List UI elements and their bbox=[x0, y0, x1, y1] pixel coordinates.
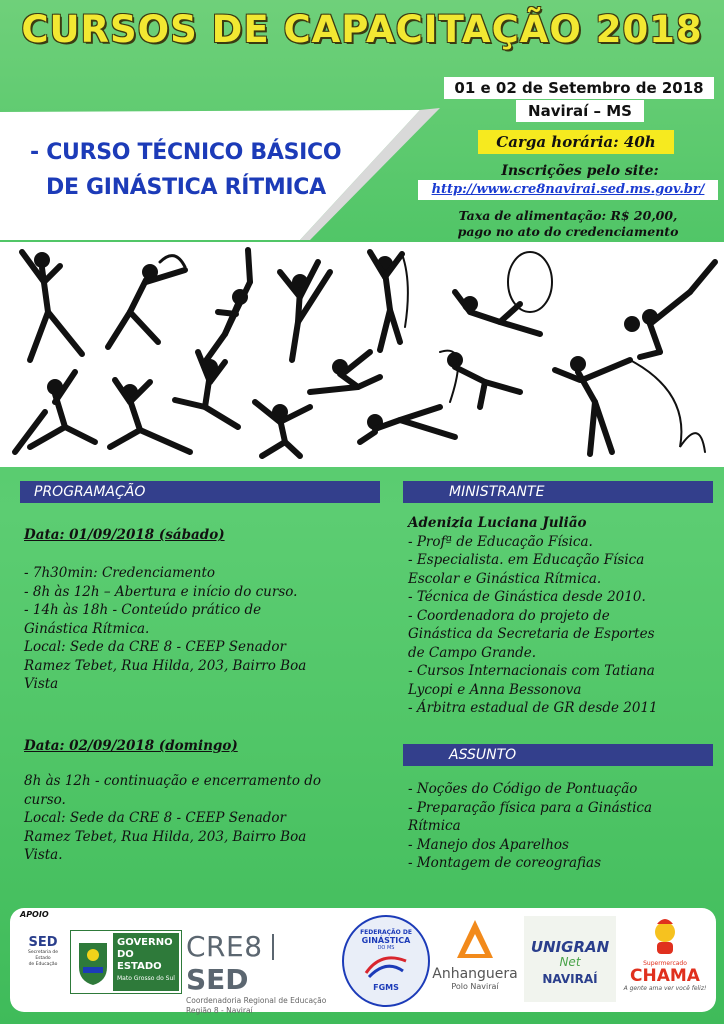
ministrante-line: - Árbitra estadual de GR desde 2011 bbox=[408, 700, 658, 716]
fgms-mid: GINÁSTICA bbox=[361, 936, 411, 945]
gymnast-figure bbox=[108, 256, 185, 347]
fee-line1: Taxa de alimentação: R$ 20,00, bbox=[458, 208, 678, 223]
day1-line: - 7h30min: Credenciamento bbox=[24, 565, 216, 581]
day2-line: 8h às 12h - continuação e encerramento do bbox=[24, 773, 322, 789]
ministrante-line: de Campo Grande. bbox=[408, 644, 537, 661]
section-assunto-header: ASSUNTO bbox=[403, 744, 713, 766]
day2-line: Local: Sede da CRE 8 - CEEP Senador bbox=[24, 810, 286, 826]
assunto-line: - Montagem de coreografias bbox=[408, 855, 602, 871]
ministrante-name: Adenizia Luciana Julião bbox=[408, 515, 587, 531]
section-programacao-header: PROGRAMAÇÃO bbox=[20, 481, 380, 503]
gov-line2: DO ESTADO bbox=[117, 949, 162, 972]
fgms-small: DO MS bbox=[377, 945, 395, 951]
ministrante-info bbox=[408, 514, 658, 718]
day2-title bbox=[24, 737, 238, 756]
day1-line: - 8h às 12h – Abertura e início do curso. bbox=[24, 583, 298, 600]
ministrante-line: Ginástica da Secretaria de Esportes bbox=[408, 626, 655, 642]
day1-line: Local: Sede da CRE 8 - CEEP Senador bbox=[24, 639, 286, 655]
fee-line2: pago no ato do credenciamento bbox=[457, 224, 679, 239]
state-coat-of-arms-icon bbox=[75, 937, 111, 987]
chama-logo bbox=[618, 918, 712, 992]
chama-text: CHAMA bbox=[630, 966, 700, 986]
workload-badge: Carga horária: 40h bbox=[478, 130, 674, 154]
course-name-line1: - CURSO TÉCNICO BÁSICO bbox=[30, 140, 342, 165]
gov-line3: Mato Grosso do Sul bbox=[117, 975, 175, 982]
anhanguera-sub: Polo Naviraí bbox=[451, 982, 499, 991]
gymnast-figure bbox=[22, 252, 82, 360]
registration-link[interactable]: http://www.cre8navirai.sed.ms.gov.br/ bbox=[418, 180, 718, 200]
day1-title bbox=[24, 526, 225, 545]
page-title: CURSOS DE CAPACITAÇÃO 2018 bbox=[21, 8, 703, 51]
day2-title-text: Data: 02/09/2018 (domingo) bbox=[24, 738, 238, 754]
day1-line: Ginástica Rítmica. bbox=[24, 620, 150, 637]
gymnast-silhouettes-image bbox=[0, 242, 724, 467]
gymnast-figure bbox=[110, 380, 190, 452]
gymnast-figure bbox=[310, 352, 380, 392]
day1-line: Vista bbox=[24, 676, 59, 692]
gymnast-figure bbox=[175, 352, 238, 427]
day1-line: - 14h às 18h - Conteúdo prático de bbox=[24, 602, 262, 618]
ministrante-line: Escolar e Ginástica Rítmica. bbox=[408, 570, 602, 587]
fgms-text: FGMS bbox=[373, 983, 399, 992]
event-dates: 01 e 02 de Setembro de 2018 bbox=[444, 77, 714, 99]
section-ministrante-header: MINISTRANTE bbox=[403, 481, 713, 503]
day2-line: Ramez Tebet, Rua Hilda, 203, Bairro Boa bbox=[24, 828, 307, 845]
anhanguera-text: Anhanguera bbox=[432, 966, 518, 982]
cre8-text: CRE8 bbox=[186, 930, 263, 963]
assunto-line: - Noções do Código de Pontuação bbox=[408, 781, 638, 797]
day2-schedule bbox=[24, 772, 321, 865]
day1-schedule bbox=[24, 564, 306, 694]
unigran-logo bbox=[524, 916, 616, 1002]
day1-line: Ramez Tebet, Rua Hilda, 203, Bairro Boa bbox=[24, 657, 307, 674]
assunto-line: - Manejo dos Aparelhos bbox=[408, 836, 569, 853]
gymnast-figure bbox=[255, 402, 310, 456]
gymnast-figure bbox=[455, 252, 552, 334]
fgms-logo bbox=[342, 915, 430, 1007]
gymnast-silhouettes-banner bbox=[0, 242, 724, 467]
gymnast-figure bbox=[280, 262, 330, 360]
day1-title-text: Data: 01/09/2018 (sábado) bbox=[24, 527, 225, 543]
sed-small-text: SED bbox=[28, 935, 58, 950]
registration-label: Inscrições pelo site: bbox=[501, 163, 659, 179]
gymnast-figure bbox=[624, 262, 715, 357]
gymnast-figure bbox=[205, 250, 250, 362]
sed-text: SED bbox=[186, 963, 249, 996]
assunto-line: Rítmica bbox=[408, 818, 461, 834]
ministrante-line: - Profª de Educação Física. bbox=[408, 533, 593, 550]
gymnast-ribbon-icon bbox=[361, 951, 411, 979]
sed-small-logo bbox=[22, 935, 64, 968]
event-city: Naviraí – MS bbox=[516, 100, 644, 122]
gymnast-figure bbox=[15, 372, 95, 452]
ministrante-line: - Especialista. em Educação Física bbox=[408, 552, 645, 568]
course-name-line2: DE GINÁSTICA RÍTMICA bbox=[46, 175, 326, 200]
sed-small-sub1: Secretaria de Estado bbox=[27, 950, 59, 961]
gymnast-figure bbox=[370, 252, 408, 350]
cre8-sed-logo bbox=[186, 930, 342, 1016]
anhanguera-triangle-icon bbox=[455, 918, 495, 962]
ministrante-line: Lycopi e Anna Bessonova bbox=[408, 681, 582, 698]
gymnast-figure bbox=[555, 356, 705, 454]
ministrante-line: - Coordenadora do projeto de bbox=[408, 607, 610, 624]
cre8-sub1: Coordenadoria Regional de Educação bbox=[186, 996, 327, 1005]
cre8-sub2: Região 8 - Naviraí bbox=[186, 1006, 253, 1015]
course-name bbox=[30, 135, 370, 205]
unigran-net: Net bbox=[559, 955, 581, 969]
chama-mascot-icon bbox=[647, 918, 683, 956]
unigran-city: NAVIRAÍ bbox=[542, 972, 598, 986]
anhanguera-logo bbox=[428, 918, 522, 991]
gymnast-figure bbox=[440, 351, 520, 407]
ministrante-line: - Técnica de Ginástica desde 2010. bbox=[408, 589, 646, 605]
ministrante-line: - Cursos Internacionais com Tatiana bbox=[408, 663, 655, 679]
governo-ms-logo bbox=[70, 930, 182, 994]
day2-line: Vista. bbox=[24, 847, 63, 863]
assunto-list bbox=[408, 780, 652, 873]
day2-line: curso. bbox=[24, 791, 66, 808]
sponsors-label: APOIO bbox=[20, 910, 49, 919]
gymnast-figure bbox=[360, 407, 455, 442]
gov-line1: GOVERNO bbox=[117, 937, 173, 948]
unigran-text: UNIGRAN bbox=[530, 938, 610, 956]
fee-info bbox=[418, 208, 718, 240]
chama-top: Supermercado bbox=[643, 960, 687, 967]
fgms-top: FEDERAÇÃO DE bbox=[360, 929, 412, 936]
chama-slogan: A gente ama ver você feliz! bbox=[623, 985, 707, 992]
assunto-line: - Preparação física para a Ginástica bbox=[408, 799, 653, 816]
sed-small-sub2: de Educação bbox=[28, 962, 58, 967]
